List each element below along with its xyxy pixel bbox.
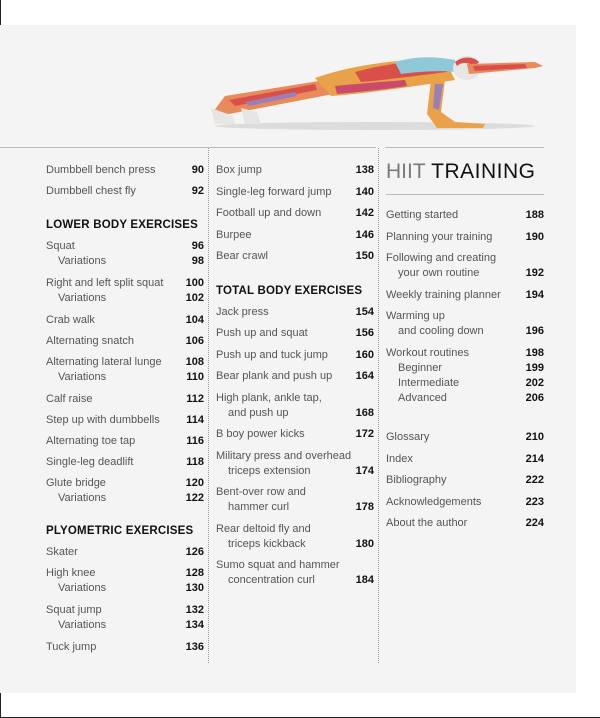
entry-subtitle: triceps extension — [228, 464, 311, 477]
toc-entry[interactable] — [216, 163, 374, 185]
toc-column-3 — [386, 208, 544, 538]
toc-entry[interactable] — [46, 239, 204, 276]
entry-page: 104 — [185, 314, 204, 326]
entry-page: 202 — [525, 377, 544, 389]
entry-subtitle: Variations — [58, 619, 107, 631]
entry-page — [526, 309, 544, 324]
entry-page — [356, 391, 374, 406]
entry-group — [46, 163, 204, 205]
entry-subtitle: hammer curl — [228, 501, 290, 513]
entry-page: 150 — [355, 250, 374, 262]
title-light: HIIT — [386, 160, 426, 183]
entry-title: Planning your training — [386, 231, 493, 243]
toc-entry[interactable] — [46, 334, 204, 355]
toc-entry[interactable] — [216, 206, 374, 228]
entry-title: Right and left split squat — [46, 277, 164, 289]
section-title-hiit-training — [386, 160, 535, 184]
toc-entry[interactable] — [46, 603, 204, 640]
title-bold: TRAINING — [431, 160, 536, 183]
entry-title: Crab walk — [46, 314, 95, 326]
entry-page: 214 — [525, 452, 544, 465]
entry-page: 154 — [355, 305, 374, 318]
entry-page: 126 — [185, 546, 204, 558]
toc-entry[interactable] — [46, 434, 204, 455]
toc-entry[interactable] — [386, 230, 544, 251]
toc-entry[interactable] — [216, 558, 374, 595]
entry-page: 192 — [525, 267, 544, 279]
entry-title: Bear crawl — [216, 250, 268, 262]
entry-title: Warming up — [386, 310, 445, 322]
toc-entry[interactable] — [386, 452, 544, 474]
toc-entry[interactable] — [46, 566, 204, 603]
entry-title: Push up and squat — [216, 327, 308, 339]
entry-page: 172 — [355, 428, 374, 440]
entry-page: 180 — [355, 537, 374, 550]
toc-entry[interactable] — [46, 163, 204, 184]
entry-title: Weekly training planner — [386, 289, 501, 301]
header-rule-right — [385, 147, 544, 148]
entry-subtitle: Variations — [58, 582, 107, 594]
entry-page — [356, 522, 374, 537]
section-heading-total-body: TOTAL BODY EXERCISES — [216, 284, 363, 297]
entry-page: 222 — [525, 474, 544, 486]
entry-page: 116 — [186, 435, 204, 447]
entry-title: Alternating toe tap — [46, 435, 136, 447]
entry-page: 142 — [355, 207, 374, 219]
entry-subtitle: Variations — [58, 292, 107, 304]
toc-entry[interactable] — [46, 413, 204, 434]
entry-page: 198 — [525, 347, 544, 359]
anatomy-plank-illustration — [205, 50, 550, 134]
toc-entry[interactable] — [216, 305, 374, 327]
entry-title: High plank, ankle tap, — [216, 391, 322, 404]
entry-page: 106 — [185, 335, 204, 347]
toc-entry[interactable] — [46, 355, 204, 392]
entry-title: Bibliography — [386, 474, 447, 486]
entry-title: Acknowledgements — [386, 495, 482, 508]
toc-entry[interactable] — [386, 346, 544, 416]
entry-subtitle: Advanced — [398, 392, 447, 404]
entry-title: Single-leg forward jump — [216, 185, 332, 198]
entry-subtitle: your own routine — [398, 267, 480, 279]
toc-entry[interactable] — [216, 427, 374, 449]
entry-page — [526, 251, 544, 266]
toc-entry[interactable] — [46, 640, 204, 661]
entry-subtitle: and cooling down — [398, 325, 484, 337]
entry-page — [356, 485, 374, 500]
entry-page: 120 — [185, 477, 204, 489]
toc-entry[interactable] — [386, 208, 544, 230]
entry-title: Sumo squat and hammer — [216, 559, 340, 571]
entry-page: 184 — [355, 574, 374, 586]
entry-page: 178 — [355, 501, 374, 513]
entry-page: 100 — [185, 277, 204, 289]
entry-title: Glossary — [386, 431, 430, 443]
entry-page: 102 — [185, 292, 204, 304]
entry-page: 92 — [191, 185, 204, 197]
entry-page: 194 — [525, 289, 544, 301]
entry-page: 122 — [185, 492, 204, 504]
entry-page: 164 — [355, 370, 374, 382]
entry-page: 132 — [185, 604, 204, 616]
entry-title: Getting started — [386, 209, 459, 221]
entry-page: 128 — [185, 567, 204, 579]
toc-entry[interactable] — [386, 288, 544, 309]
toc-entry[interactable] — [386, 495, 544, 517]
entry-page: 90 — [191, 164, 204, 176]
entry-page: 210 — [525, 431, 544, 443]
entry-subtitle: and push up — [228, 406, 289, 419]
entry-subtitle: Variations — [58, 492, 107, 504]
toc-entry[interactable] — [216, 485, 374, 522]
section-heading-lower-body: LOWER BODY EXERCISES — [46, 219, 199, 231]
toc-entry[interactable] — [216, 326, 374, 348]
toc-entry[interactable] — [216, 185, 374, 207]
entry-page: 168 — [355, 406, 374, 419]
entry-subtitle: Intermediate — [398, 377, 460, 389]
entry-title: Push up and tuck jump — [216, 348, 328, 361]
toc-entry[interactable] — [216, 522, 374, 559]
entry-title: Workout routines — [386, 347, 469, 359]
entry-page — [356, 449, 374, 464]
entry-title: B boy power kicks — [216, 428, 305, 440]
title-rule — [386, 194, 544, 195]
column-divider-2 — [378, 148, 379, 663]
entry-page: 138 — [355, 164, 374, 176]
entry-page: 110 — [186, 371, 204, 383]
toc-entry[interactable] — [46, 184, 204, 205]
entry-title: About the author — [386, 517, 468, 529]
column-divider-1 — [208, 148, 209, 663]
entry-page: 223 — [525, 495, 544, 508]
entry-title: Bear plank and push up — [216, 370, 333, 382]
toc-column-2 — [216, 163, 374, 595]
toc-entry[interactable] — [46, 455, 204, 476]
entry-page: 140 — [355, 185, 374, 198]
entry-subtitle: Variations — [58, 371, 107, 383]
entry-title: Football up and down — [216, 207, 322, 219]
entry-page: 118 — [186, 456, 204, 468]
entry-page: 196 — [525, 325, 544, 337]
entry-title: Dumbbell chest fly — [46, 185, 136, 197]
entry-page: 98 — [191, 255, 204, 267]
toc-entry[interactable] — [46, 392, 204, 413]
toc-entry[interactable] — [216, 348, 374, 370]
entry-page: 112 — [186, 393, 204, 405]
toc-entry[interactable] — [216, 391, 374, 428]
entry-page: 188 — [525, 209, 544, 221]
entry-page: 190 — [525, 231, 544, 243]
entry-page: 199 — [525, 362, 544, 374]
toc-entry[interactable] — [46, 313, 204, 334]
entry-page: 114 — [186, 414, 204, 426]
entry-title: Following and creating — [386, 252, 497, 264]
entry-title: Dumbbell bench press — [46, 164, 156, 176]
entry-title: Box jump — [216, 164, 262, 176]
entry-page: 130 — [185, 582, 204, 594]
entry-subtitle: concentration curl — [228, 574, 315, 586]
header-rule-left — [0, 147, 376, 148]
toc-column-1 — [46, 163, 204, 661]
entry-page: 174 — [355, 464, 374, 477]
entry-title: Rear deltoid fly and — [216, 522, 311, 535]
entry-title: Bent-over row and — [216, 486, 306, 498]
toc-entry[interactable] — [216, 449, 374, 486]
section-heading-plyometric: PLYOMETRIC EXERCISES — [46, 525, 194, 537]
entry-page: 156 — [355, 327, 374, 339]
entry-page: 136 — [185, 641, 204, 653]
entry-title: Jack press — [216, 305, 269, 318]
entry-title: High knee — [46, 567, 96, 579]
toc-entry[interactable] — [386, 473, 544, 495]
entry-subtitle: Variations — [58, 255, 107, 267]
entry-title: Tuck jump — [46, 641, 97, 653]
entry-page: 96 — [191, 240, 204, 252]
entry-title: Squat — [46, 240, 75, 252]
entry-title: Step up with dumbbells — [46, 414, 160, 426]
entry-subtitle: Beginner — [398, 362, 443, 374]
entry-title: Glute bridge — [46, 477, 106, 489]
entry-title: Military press and overhead — [216, 449, 352, 462]
entry-page: 160 — [355, 348, 374, 361]
toc-entry[interactable] — [216, 228, 374, 250]
entry-title: Calf raise — [46, 393, 93, 405]
entry-page — [356, 558, 374, 573]
entry-page: 146 — [355, 228, 374, 241]
entry-title: Squat jump — [46, 604, 102, 616]
entry-title: Burpee — [216, 228, 252, 241]
entry-page: 134 — [185, 619, 204, 631]
entry-title: Alternating snatch — [46, 335, 135, 347]
toc-entry[interactable] — [46, 476, 204, 513]
toc-entry[interactable] — [46, 276, 204, 313]
entry-title: Alternating lateral lunge — [46, 356, 162, 368]
entry-title: Skater — [46, 546, 78, 558]
entry-page: 224 — [525, 517, 544, 529]
toc-entry[interactable] — [386, 251, 544, 288]
entry-title: Index — [386, 452, 413, 465]
toc-entry[interactable] — [46, 545, 204, 566]
toc-entry[interactable] — [386, 516, 544, 538]
toc-entry[interactable] — [386, 430, 544, 452]
entry-page: 206 — [525, 392, 544, 404]
entry-title: Single-leg deadlift — [46, 456, 134, 468]
entry-page: 108 — [185, 356, 204, 368]
entry-subtitle: triceps kickback — [228, 537, 306, 550]
toc-entry[interactable] — [216, 249, 374, 271]
toc-entry[interactable] — [386, 309, 544, 346]
toc-entry[interactable] — [216, 369, 374, 391]
